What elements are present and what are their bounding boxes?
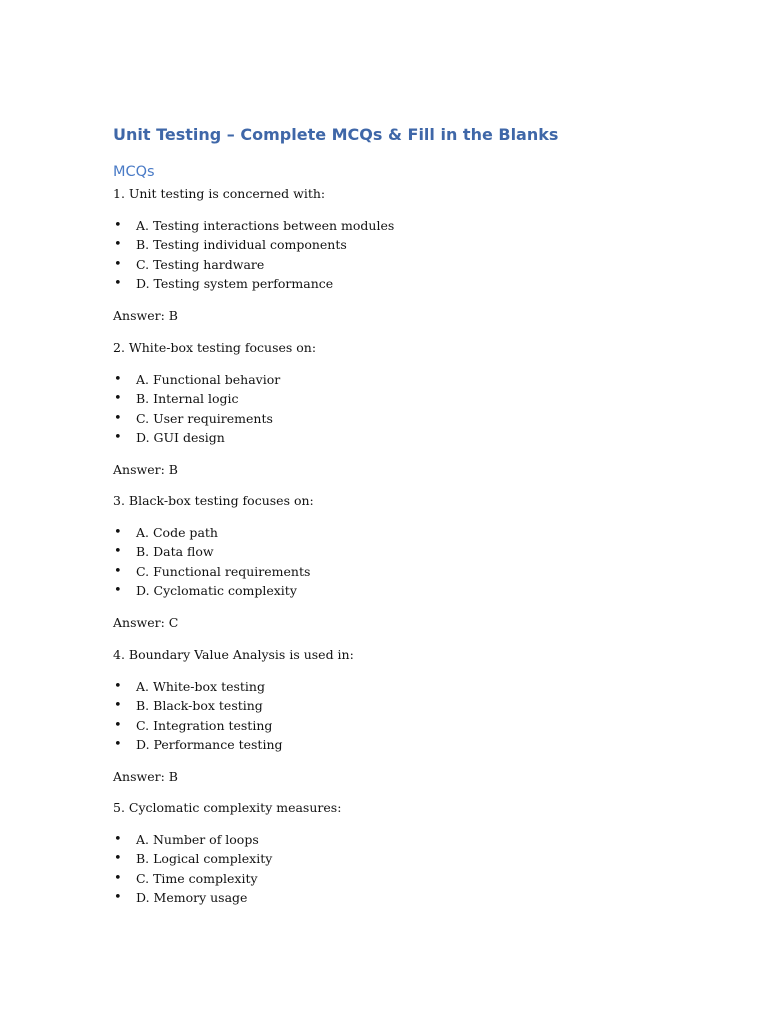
option-text: D. Performance testing [136,736,283,752]
option-item [113,389,713,408]
bullet-icon: • [114,218,122,233]
bullet-icon: • [114,391,122,407]
bullet-icon: • [114,544,122,560]
option-item [113,216,713,235]
option-text: D. Testing system performance [136,275,334,291]
option-item [113,562,713,581]
option-list [113,677,713,754]
option-text: A. Code path [136,525,218,540]
option-list [113,523,713,600]
option-text: D. Cyclomatic complexity [136,582,297,598]
option-text: C. User requirements [136,410,273,426]
option-text: C. Functional requirements [136,563,311,579]
question-4 [113,645,713,786]
option-text: B. Black-box testing [136,698,263,714]
option-list [113,370,713,447]
bullet-icon: • [114,698,122,714]
option-item [113,409,713,428]
bullet-icon: • [114,429,122,445]
bullet-icon: • [114,525,122,540]
bullet-icon: • [114,832,122,847]
question-text: 4. Boundary Value Analysis is used in: [113,647,354,662]
option-text: A. Testing interactions between modules [136,218,395,233]
option-item [113,428,713,447]
option-item [113,542,713,561]
option-item [113,696,713,715]
option-item [113,677,713,696]
option-item [113,849,713,868]
option-item [113,716,713,735]
option-item [113,274,713,293]
question-2 [113,338,713,479]
option-text: A. Number of loops [136,832,259,847]
bullet-icon: • [114,736,122,752]
bullet-icon: • [114,679,122,694]
question-5 [113,798,713,907]
option-text: D. Memory usage [136,889,248,905]
question-text: 5. Cyclomatic complexity measures: [113,800,342,815]
option-item [113,255,713,274]
bullet-icon: • [114,372,122,387]
option-text: D. GUI design [136,429,225,445]
bullet-icon: • [114,582,122,598]
option-item [113,735,713,754]
section-heading-mcqs: MCQs [113,164,155,180]
bullet-icon: • [114,889,122,905]
question-text: 2. White-box testing focuses on: [113,340,317,355]
question-3 [113,491,713,632]
answer-text: Answer: B [113,769,178,785]
option-item [113,235,713,254]
option-text: C. Testing hardware [136,256,265,272]
option-text: B. Logical complexity [136,851,273,867]
option-text: B. Data flow [136,544,214,560]
option-item [113,523,713,542]
option-list [113,830,713,907]
question-text: 3. Black-box testing focuses on: [113,493,314,508]
bullet-icon: • [114,870,122,886]
option-list [113,216,713,293]
bullet-icon: • [114,275,122,291]
option-text: C. Integration testing [136,717,273,733]
answer-text: Answer: B [113,462,178,478]
option-item [113,888,713,907]
bullet-icon: • [114,237,122,253]
option-item [113,869,713,888]
option-item [113,830,713,849]
option-text: A. White-box testing [136,679,265,694]
answer-text: Answer: C [113,615,179,631]
question-text: 1. Unit testing is concerned with: [113,186,326,201]
option-text: A. Functional behavior [136,372,281,387]
question-1 [113,184,713,325]
option-item [113,370,713,389]
bullet-icon: • [114,717,122,733]
bullet-icon: • [114,410,122,426]
answer-text: Answer: B [113,308,178,324]
bullet-icon: • [114,851,122,867]
bullet-icon: • [114,256,122,272]
option-item [113,581,713,600]
document-title: Unit Testing – Complete MCQs & Fill in the Blanks [113,125,559,144]
option-text: C. Time complexity [136,870,258,886]
option-text: B. Testing individual components [136,237,347,253]
bullet-icon: • [114,563,122,579]
option-text: B. Internal logic [136,391,239,407]
